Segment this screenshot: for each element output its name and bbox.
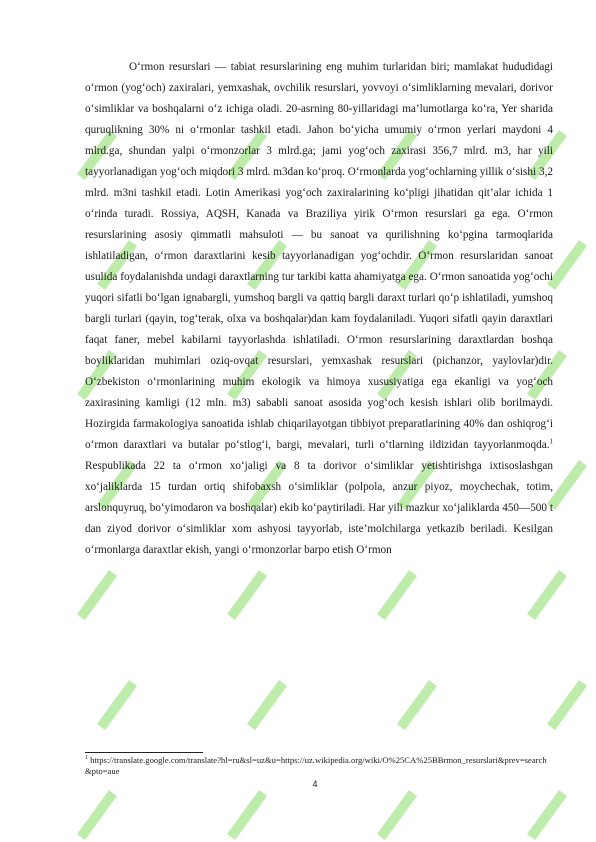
watermark-mark (547, 460, 587, 510)
watermark-mark (527, 570, 567, 620)
footnote-divider (85, 752, 203, 753)
watermark-mark (397, 680, 437, 730)
footnote (85, 755, 553, 778)
watermark-mark (247, 680, 287, 730)
page-number: 4 (312, 779, 318, 789)
watermark-mark (227, 570, 267, 620)
footnote-link[interactable]: https://translate.google.com/translate?hl=ru&sl=uz&u=https://uz.wikipedia.org/wiki/O%25CA%25BBrmon_resurslari&prev=search&pto=aue (85, 755, 547, 777)
body-paragraph (85, 57, 553, 561)
watermark-mark (547, 240, 587, 290)
watermark-mark (97, 680, 137, 730)
footnote-marker: 1 (85, 755, 88, 762)
watermark-mark (527, 790, 567, 840)
paragraph-continuation: Respublikada 22 ta o‘rmon xo‘jaligi va 8 ta dorivor o‘simliklar yetishtirishga ixtisoslashgan xo‘jaliklarda 15 turdan ortiq shifobaxsh o‘simliklar (polpola, anzur piyoz, moychechak, totim, arslonquyruq, bo‘yimodaron va boshqalar) ekib ko‘paytiriladi. Har yili mazkur xo‘jaliklarda 450—500 t dan ziyod dorivor o‘simliklar xom ashyosi tayyorlab, iste’molchilarga yetkazib beriladi. Kesilgan o‘rmonlarga daraxtlar ekish, yangi o‘rmonzorlar barpo etish O‘rmon (85, 460, 553, 556)
watermark-mark (547, 680, 587, 730)
paragraph-text: O‘rmon resurslari — tabiat resurslarining eng muhim turlaridan biri; mamlakat hududidagi o‘rmon (yog‘och) zaxiralari, yemxashak, ovchilik resurslari, yovvoyi o‘simliklarning mevalari, dorivor o‘simliklar va boshqalarni o‘z ichiga oladi. 20-asrning 80-yillaridagi ma’lumotlarga ko‘ra, Yer sharida quruqlikning 30% ni o‘rmonlar tashkil etadi. Jahon bo‘yicha umumiy o‘rmon yerlari maydoni 4 mlrd.ga, shundan yalpi o‘rmonzorlar 3 mlrd.ga; jami yog‘och zaxirasi 356,7 mlrd. m3, har yili tayyorlanadigan yog‘och miqdori 3 mlrd. m3dan ko‘proq. O‘rmonlarda yog‘ochlarning yillik o‘sishi 3,2 mlrd. m3ni tashkil etadi. Lotin Amerikasi yog‘och zaxiralarining ko‘pligi jihatidan qit’alar ichida 1 o‘rinda turadi. Rossiya, AQSH, Kanada va Braziliya yirik O‘rmon resurslari ga ega. O‘rmon resurslarining asosiy qimmatli mahsuloti — bu sanoat va qurilishning ko‘pgina tarmoqlarida ishlatiladigan, o‘rmon daraxtlarini kesib tayyorlanadigan yog‘ochdir. O‘rmon resurslaridan sanoat usulida foydalanishda undagi daraxtlarning tur tarkibi katta ahamiyatga ega. O‘rmon sanoatida yog‘ochi yuqori sifatli bo‘lgan ignabargli, yumshoq bargli va qattiq bargli daraxt turlari qo‘p ishlatiladi, yumshoq bargli turlari (qayin, tog‘terak, olxa va boshqalar)dan kam foydalaniladi. Yuqori sifatli qayin daraxtlari faqat faner, mebel kabilarni tayyorlashda ishlatiladi. O‘rmon resurslarining daraxtlardan boshqa boyliklaridan muhimlari oziq-ovqat resurslari, yemxashak resurslari (pichanzor, yaylovlar)dir. O‘zbekiston o‘rmonlarining muhim ekologik va himoya xususiyatiga ega ekanligi va yog‘och zaxirasining kamligi (12 mln. m3) sababli sanoat asosida yog‘och kesish ishlari olib borilmaydi. Hozirgida farmakologiya sanoatida ishlab chiqarilayotgan tibbiyot preparatlarining 40% dan oshiqrog‘i o‘rmon daraxtlari va butalar po‘stlog‘i, bargi, mevalari, turli o‘tlarning ildizidan tayyorlanmoqda. (85, 61, 553, 451)
watermark-mark (77, 570, 117, 620)
watermark-mark (77, 790, 117, 840)
watermark-mark (227, 790, 267, 840)
watermark-mark (377, 790, 417, 840)
watermark-mark (377, 570, 417, 620)
footnote-reference[interactable]: 1 (549, 437, 553, 446)
